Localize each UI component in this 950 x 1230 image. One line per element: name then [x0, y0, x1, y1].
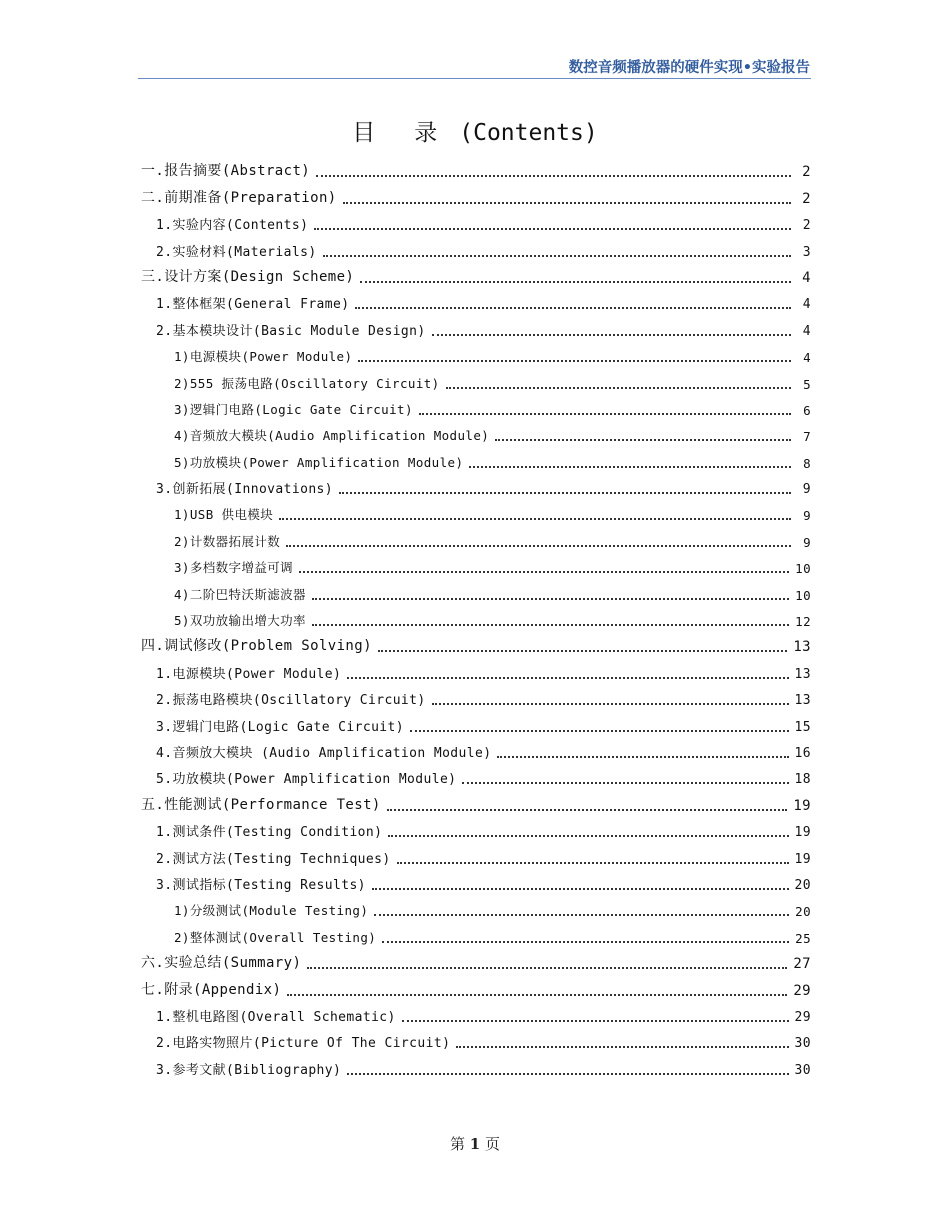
toc-dot-leader	[497, 756, 788, 758]
toc-dot-leader	[323, 255, 791, 257]
toc-entry-page-number: 29	[794, 1009, 811, 1025]
toc-entry[interactable]	[141, 523, 811, 549]
toc-dot-leader	[299, 571, 789, 573]
toc-entry-label: 4)音频放大模块(Audio Amplification Module)	[174, 428, 490, 444]
toc-entry[interactable]	[141, 946, 811, 972]
toc-entry[interactable]	[141, 708, 811, 734]
toc-entry-label: 1)分级测试(Module Testing)	[174, 903, 369, 919]
toc-dot-leader	[410, 730, 789, 732]
toc-entry[interactable]	[141, 418, 811, 444]
toc-entry-label: 1.实验内容(Contents)	[156, 218, 309, 234]
toc-entry[interactable]	[141, 814, 811, 840]
toc-entry-page-number: 9	[802, 482, 811, 498]
toc-entry-page-number: 5	[803, 376, 811, 392]
toc-entry-page-number: 16	[794, 745, 811, 761]
toc-entry-label: 4.音频放大模块 (Audio Amplification Module)	[156, 745, 492, 761]
toc-dot-leader	[382, 941, 789, 943]
toc-entry[interactable]	[141, 629, 811, 655]
toc-dot-leader	[312, 624, 789, 626]
toc-entry-page-number: 29	[793, 982, 811, 999]
toc-entry-label: 三.设计方案(Design Scheme)	[141, 268, 355, 285]
toc-dot-leader	[355, 307, 791, 309]
toc-dot-leader	[358, 360, 791, 362]
toc-entry[interactable]	[141, 1025, 811, 1051]
toc-entry-label: 1)电源模块(Power Module)	[174, 349, 353, 365]
toc-dot-leader	[372, 888, 789, 890]
toc-entry-label: 2)整体测试(Overall Testing)	[174, 929, 377, 945]
toc-entry[interactable]	[141, 550, 811, 576]
toc-entry-page-number: 19	[793, 797, 811, 814]
toc-entry-label: 1.电源模块(Power Module)	[156, 666, 342, 682]
toc-dot-leader	[374, 914, 789, 916]
toc-entry-page-number: 15	[794, 719, 811, 735]
toc-entry[interactable]	[141, 867, 811, 893]
toc-dot-leader	[314, 228, 791, 230]
toc-entry-label: 3.逻辑门电路(Logic Gate Circuit)	[156, 719, 404, 735]
toc-dot-leader	[347, 677, 788, 679]
toc-entry-page-number: 13	[794, 693, 811, 709]
toc-entry[interactable]	[141, 893, 811, 919]
toc-dot-leader	[286, 545, 791, 547]
toc-entry-label: 4)二阶巴特沃斯滤波器	[174, 586, 306, 602]
toc-entry-label: 2)555 振荡电路(Oscillatory Circuit)	[174, 375, 440, 391]
toc-dot-leader	[469, 466, 791, 468]
toc-entry-label: 六.实验总结(Summary)	[141, 955, 302, 972]
toc-dot-leader	[397, 862, 789, 864]
toc-entry[interactable]	[141, 1051, 811, 1077]
toc-dot-leader	[360, 281, 791, 283]
toc-entry-page-number: 19	[794, 851, 811, 867]
toc-entry-label: 1.整体框架(General Frame)	[156, 297, 350, 313]
toc-entry-page-number: 20	[795, 904, 811, 920]
toc-dot-leader	[432, 334, 791, 336]
toc-entry[interactable]	[141, 761, 811, 787]
toc-entry[interactable]	[141, 233, 811, 259]
toc-entry-page-number: 3	[802, 244, 811, 260]
toc-entry-label: 5)功放模块(Power Amplification Module)	[174, 454, 464, 470]
toc-entry-page-number: 10	[795, 561, 811, 577]
toc-dot-leader	[495, 439, 791, 441]
toc-entry-page-number: 10	[795, 587, 811, 603]
toc-entry[interactable]	[141, 471, 811, 497]
toc-entry-label: 1)USB 供电模块	[174, 507, 274, 523]
toc-entry-label: 3.测试指标(Testing Results)	[156, 877, 366, 893]
toc-dot-leader	[287, 994, 787, 996]
toc-dot-leader	[462, 782, 788, 784]
toc-entry[interactable]	[141, 392, 811, 418]
toc-entry[interactable]	[141, 603, 811, 629]
toc-entry[interactable]	[141, 682, 811, 708]
toc-entry-label: 2.实验材料(Materials)	[156, 244, 317, 260]
toc-entry-page-number: 2	[802, 218, 811, 234]
toc-entry-label: 5.功放模块(Power Amplification Module)	[156, 772, 457, 788]
toc-entry[interactable]	[141, 735, 811, 761]
toc-heading-en: (Contents)	[459, 120, 598, 146]
toc-entry[interactable]	[141, 655, 811, 681]
toc-entry-page-number: 30	[794, 1036, 811, 1052]
toc-dot-leader	[347, 1073, 788, 1075]
toc-entry-label: 七.附录(Appendix)	[141, 981, 282, 998]
toc-entry[interactable]	[141, 312, 811, 338]
running-header-title: 数控音频播放器的硬件实现•实验报告	[568, 60, 810, 76]
toc-entry[interactable]	[141, 286, 811, 312]
toc-entry-page-number: 25	[795, 930, 811, 946]
toc-entry-page-number: 8	[803, 455, 811, 471]
toc-entry-page-number: 2	[802, 164, 811, 181]
toc-entry-label: 1.测试条件(Testing Condition)	[156, 825, 383, 841]
toc-entry-page-number: 4	[802, 297, 811, 313]
toc-dot-leader	[343, 202, 791, 204]
toc-entry-page-number: 13	[794, 666, 811, 682]
toc-dot-leader	[279, 518, 791, 520]
toc-entry[interactable]	[141, 576, 811, 602]
toc-entry[interactable]	[141, 972, 811, 998]
toc-dot-leader	[388, 835, 788, 837]
toc-entry-page-number: 6	[803, 402, 811, 418]
toc-dot-leader	[419, 413, 791, 415]
toc-entry-page-number: 7	[803, 429, 811, 445]
toc-entry[interactable]	[141, 787, 811, 813]
toc-entry[interactable]	[141, 999, 811, 1025]
toc-entry-page-number: 18	[794, 772, 811, 788]
toc-dot-leader	[402, 1020, 789, 1022]
toc-entry-page-number: 12	[795, 614, 811, 630]
table-of-contents	[141, 154, 811, 1078]
toc-entry[interactable]	[141, 180, 811, 206]
toc-entry-label: 二.前期准备(Preparation)	[141, 189, 337, 206]
toc-entry-label: 3.创新拓展(Innovations)	[156, 482, 333, 498]
toc-entry-page-number: 30	[794, 1062, 811, 1078]
toc-dot-leader	[378, 650, 787, 652]
toc-dot-leader	[312, 598, 789, 600]
toc-entry-page-number: 4	[803, 350, 811, 366]
toc-entry-label: 1.整机电路图(Overall Schematic)	[156, 1009, 396, 1025]
footer-suffix: 页	[485, 1135, 501, 1153]
toc-entry-page-number: 4	[802, 323, 811, 339]
toc-dot-leader	[387, 809, 788, 811]
toc-dot-leader	[446, 387, 791, 389]
toc-heading	[0, 114, 950, 147]
toc-entry-page-number: 19	[794, 825, 811, 841]
toc-entry-label: 5)双功放输出增大功率	[174, 613, 306, 629]
toc-entry-label: 一.报告摘要(Abstract)	[141, 163, 311, 180]
toc-heading-zh: 目 录	[352, 120, 446, 146]
toc-entry[interactable]	[141, 919, 811, 945]
footer-prefix: 第	[449, 1135, 465, 1153]
toc-entry-page-number: 4	[802, 269, 811, 286]
toc-entry[interactable]	[141, 260, 811, 286]
toc-entry[interactable]	[141, 497, 811, 523]
toc-entry-label: 2.电路实物照片(Picture Of The Circuit)	[156, 1036, 451, 1052]
toc-entry-label: 2.振荡电路模块(Oscillatory Circuit)	[156, 693, 426, 709]
footer-page-number: 1	[469, 1135, 481, 1153]
toc-entry[interactable]	[141, 207, 811, 233]
toc-entry-label: 2.测试方法(Testing Techniques)	[156, 851, 391, 867]
toc-entry-page-number: 2	[802, 190, 811, 207]
toc-entry[interactable]	[141, 365, 811, 391]
toc-entry-label: 3)多档数字增益可调	[174, 560, 294, 576]
toc-dot-leader	[307, 967, 787, 969]
toc-dot-leader	[456, 1046, 788, 1048]
toc-entry-page-number: 9	[803, 534, 811, 550]
toc-entry-label: 四.调试修改(Problem Solving)	[141, 638, 372, 655]
header-divider	[138, 78, 811, 79]
toc-dot-leader	[339, 492, 791, 494]
toc-entry-page-number: 20	[794, 877, 811, 893]
toc-entry-label: 3.参考文献(Bibliography)	[156, 1062, 342, 1078]
toc-entry[interactable]	[141, 154, 811, 180]
toc-entry[interactable]	[141, 444, 811, 470]
toc-entry-page-number: 13	[793, 639, 811, 656]
toc-entry[interactable]	[141, 339, 811, 365]
toc-entry-page-number: 27	[793, 956, 811, 973]
toc-entry-label: 2)计数器拓展计数	[174, 533, 281, 549]
toc-entry-page-number: 9	[803, 508, 811, 524]
toc-entry[interactable]	[141, 840, 811, 866]
toc-entry-label: 3)逻辑门电路(Logic Gate Circuit)	[174, 401, 413, 417]
page-footer	[0, 1133, 950, 1154]
toc-entry-label: 2.基本模块设计(Basic Module Design)	[156, 323, 426, 339]
toc-dot-leader	[316, 175, 791, 177]
toc-dot-leader	[432, 703, 789, 705]
toc-entry-label: 五.性能测试(Performance Test)	[141, 796, 381, 813]
